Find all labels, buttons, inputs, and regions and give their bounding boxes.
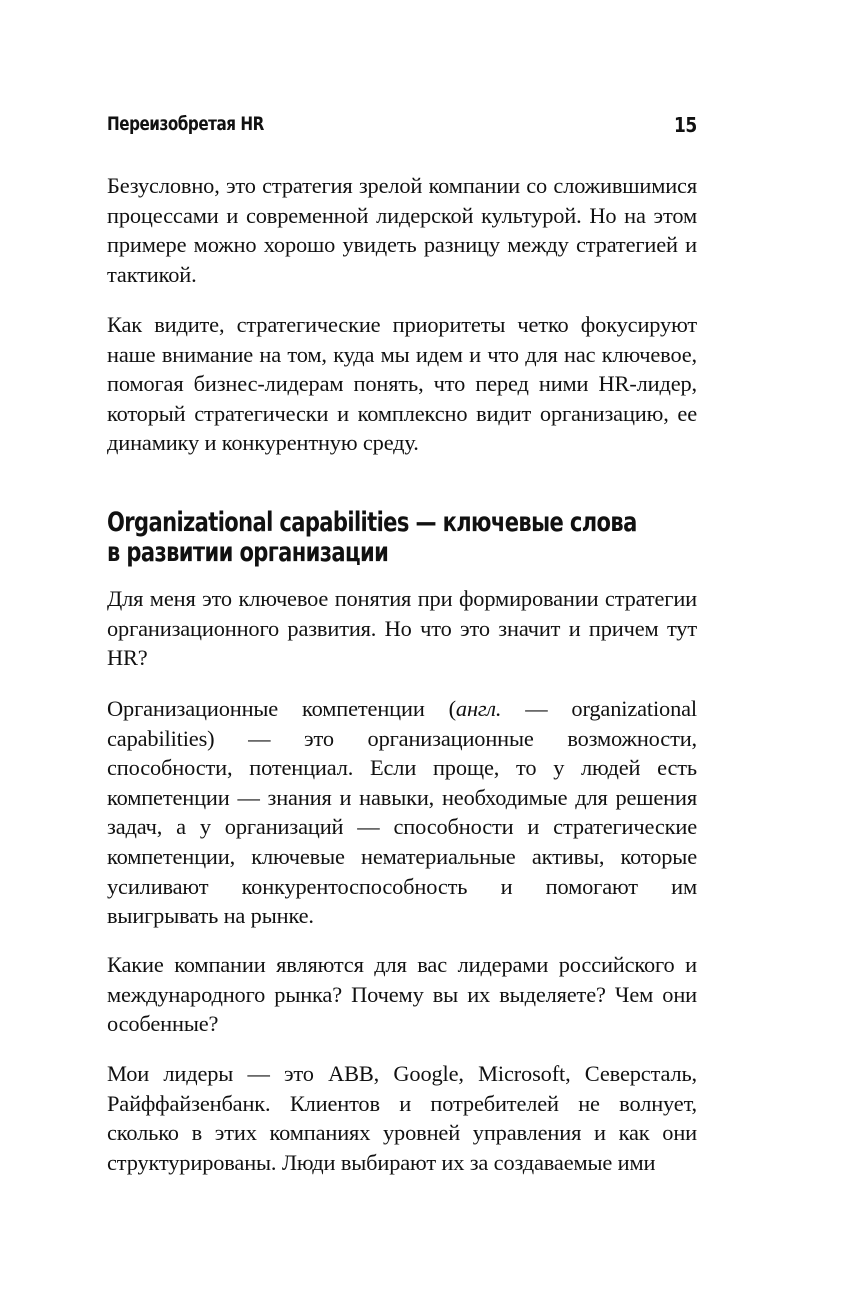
definition-italic-abbr: англ. [455,696,502,721]
section-heading-line-2: в развитии организации [107,537,389,568]
paragraph-definition [107,694,697,931]
paragraph-strategy-maturity: Безусловно, это стратегия зрелой компании со сложившимися процессами и современной лидерской культурой. Но на этом примере можно хорошо увидеть разницу между стратегией и тактикой. [107,173,697,287]
definition-text-rest: — organizational capabilities) — это организационные возможности, способности, потенциал. Если проще, то у людей есть компетенции — знания и навыки, необходимые для решения задач, а у организаций — способности и стратегические компетенции, ключевые нематериальные активы, которые усиливают конкурентоспособность и помогают им выигрывать на рынке. [107,696,697,929]
definition-text-start: Организационные компетенции ( [107,696,456,721]
section-heading-line-1: Organizational capabilities — ключевые слова [107,507,637,538]
running-head [107,113,697,139]
paragraph-my-leaders: Мои лидеры — это ABB, Google, Microsoft, Северсталь, Райффайзенбанк. Клиентов и потребителей не волнует, сколько в этих компаниях уровней управления и как они структурированы. Люди выбирают их за создаваемые ими [107,1061,697,1175]
paragraph-strategic-priorities: Как видите, стратегические приоритеты четко фокусируют наше внимание на том, куда мы идем и что для нас ключевое, помогая бизнес-лидерам понять, что перед ними HR-лидер, который стратегически и комплексно видит организацию, ее динамику и конкурентную среду. [107,312,697,456]
paragraph-question-leaders: Какие компании являются для вас лидерами российского и международного рынка? Почему вы их выделяете? Чем они особенные? [107,952,697,1037]
paragraph-key-concept: Для меня это ключевое понятия при формировании стратегии организационного развития. Но что это значит и причем тут HR? [107,586,697,671]
page-number: 15 [674,113,697,137]
running-title: Переизобретая HR [107,113,264,135]
section-heading [107,507,637,568]
